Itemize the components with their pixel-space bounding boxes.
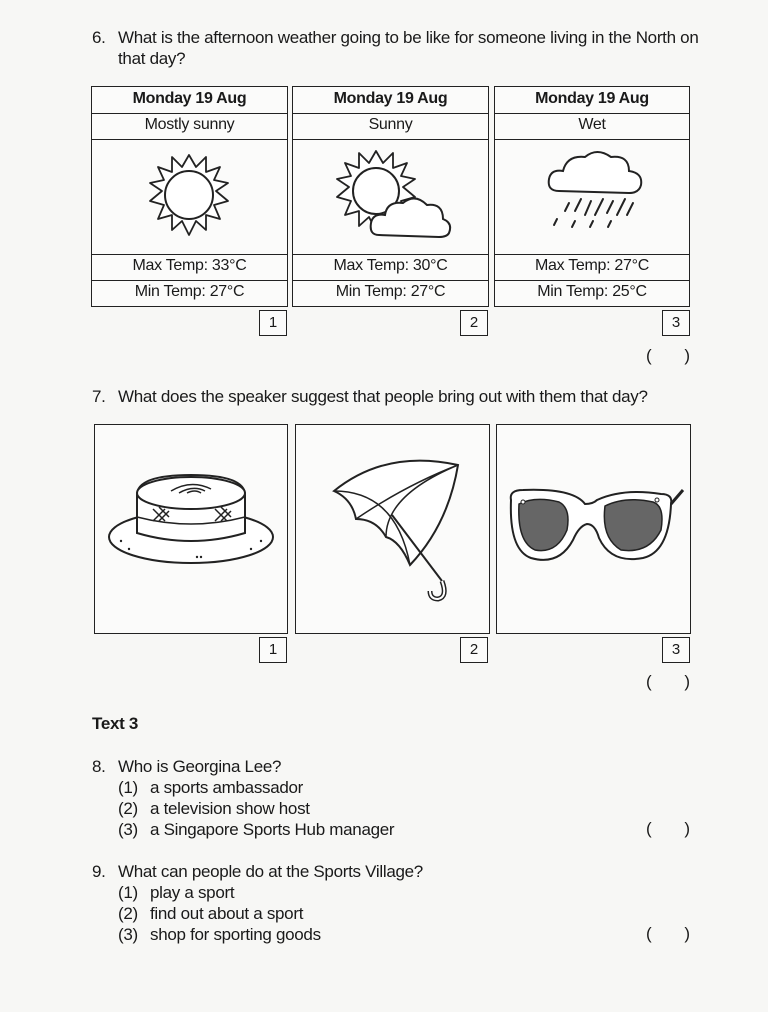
option-item[interactable]: (3) a Singapore Sports Hub manager bbox=[118, 820, 395, 839]
answer-parentheses[interactable]: ( ) bbox=[646, 672, 691, 691]
question-text: What is the afternoon weather going to be like for someone living in the North on bbox=[118, 28, 699, 47]
item-card-3[interactable] bbox=[496, 424, 691, 634]
item-card-2[interactable] bbox=[295, 424, 490, 634]
option-item[interactable]: (3) shop for sporting goods bbox=[118, 925, 321, 944]
card-date: Monday 19 Aug bbox=[495, 87, 689, 114]
card-date: Monday 19 Aug bbox=[92, 87, 287, 114]
answer-parentheses[interactable]: ( ) bbox=[646, 819, 691, 838]
weather-card-2[interactable] bbox=[292, 86, 489, 307]
option-box-2[interactable]: 2 bbox=[460, 310, 488, 336]
question-text-continued: that day? bbox=[118, 49, 186, 68]
card-condition: Mostly sunny bbox=[92, 113, 287, 140]
card-max-temp: Max Temp: 33°C bbox=[92, 254, 287, 281]
umbrella-icon bbox=[316, 455, 476, 605]
card-min-temp: Min Temp: 27°C bbox=[134, 283, 245, 300]
question-9 bbox=[92, 861, 692, 882]
option-item[interactable]: (1) a sports ambassador bbox=[118, 778, 304, 797]
question-number: 7. bbox=[92, 387, 106, 406]
weather-card-1[interactable] bbox=[91, 86, 288, 307]
card-date: Monday 19 Aug bbox=[293, 87, 488, 114]
option-item[interactable]: (1) play a sport bbox=[118, 883, 235, 902]
option-box-1[interactable]: 1 bbox=[259, 310, 287, 336]
option-box-3[interactable]: 3 bbox=[662, 310, 690, 336]
card-max-temp: Max Temp: 27°C bbox=[495, 254, 689, 281]
hat-icon bbox=[101, 465, 281, 575]
question-8 bbox=[92, 756, 692, 777]
sunglasses-icon bbox=[501, 480, 687, 580]
option-box-2[interactable]: 2 bbox=[460, 637, 488, 663]
question-6 bbox=[92, 27, 732, 69]
option-box-3[interactable]: 3 bbox=[662, 637, 690, 663]
card-icon-area bbox=[92, 139, 287, 255]
question-text: What does the speaker suggest that people bring out with them that day? bbox=[118, 387, 648, 406]
question-number: 6. bbox=[92, 28, 106, 47]
option-item[interactable]: (2) find out about a sport bbox=[118, 904, 304, 923]
sun-icon bbox=[134, 145, 244, 245]
question-text: What can people do at the Sports Village? bbox=[118, 862, 423, 881]
card-condition: Sunny bbox=[293, 113, 488, 140]
card-min-temp: Min Temp: 25°C bbox=[537, 283, 647, 300]
card-icon-area bbox=[495, 139, 689, 255]
answer-parentheses[interactable]: ( ) bbox=[646, 924, 691, 943]
card-max-temp: Max Temp: 30°C bbox=[293, 254, 488, 281]
rain-cloud-icon bbox=[529, 145, 659, 245]
answer-parentheses[interactable]: ( ) bbox=[646, 346, 691, 365]
card-condition: Wet bbox=[495, 113, 689, 140]
question-number: 8. bbox=[92, 757, 106, 776]
question-number: 9. bbox=[92, 862, 106, 881]
sun-cloud-icon bbox=[331, 143, 461, 248]
option-item[interactable]: (2) a television show host bbox=[118, 799, 310, 818]
option-box-1[interactable]: 1 bbox=[259, 637, 287, 663]
card-min-temp: Min Temp: 27°C bbox=[335, 283, 446, 300]
question-7 bbox=[92, 386, 732, 407]
weather-card-3[interactable] bbox=[494, 86, 690, 307]
section-title: Text 3 bbox=[92, 714, 139, 733]
question-text: Who is Georgina Lee? bbox=[118, 757, 282, 776]
item-card-1[interactable] bbox=[94, 424, 288, 634]
card-icon-area bbox=[293, 139, 488, 255]
